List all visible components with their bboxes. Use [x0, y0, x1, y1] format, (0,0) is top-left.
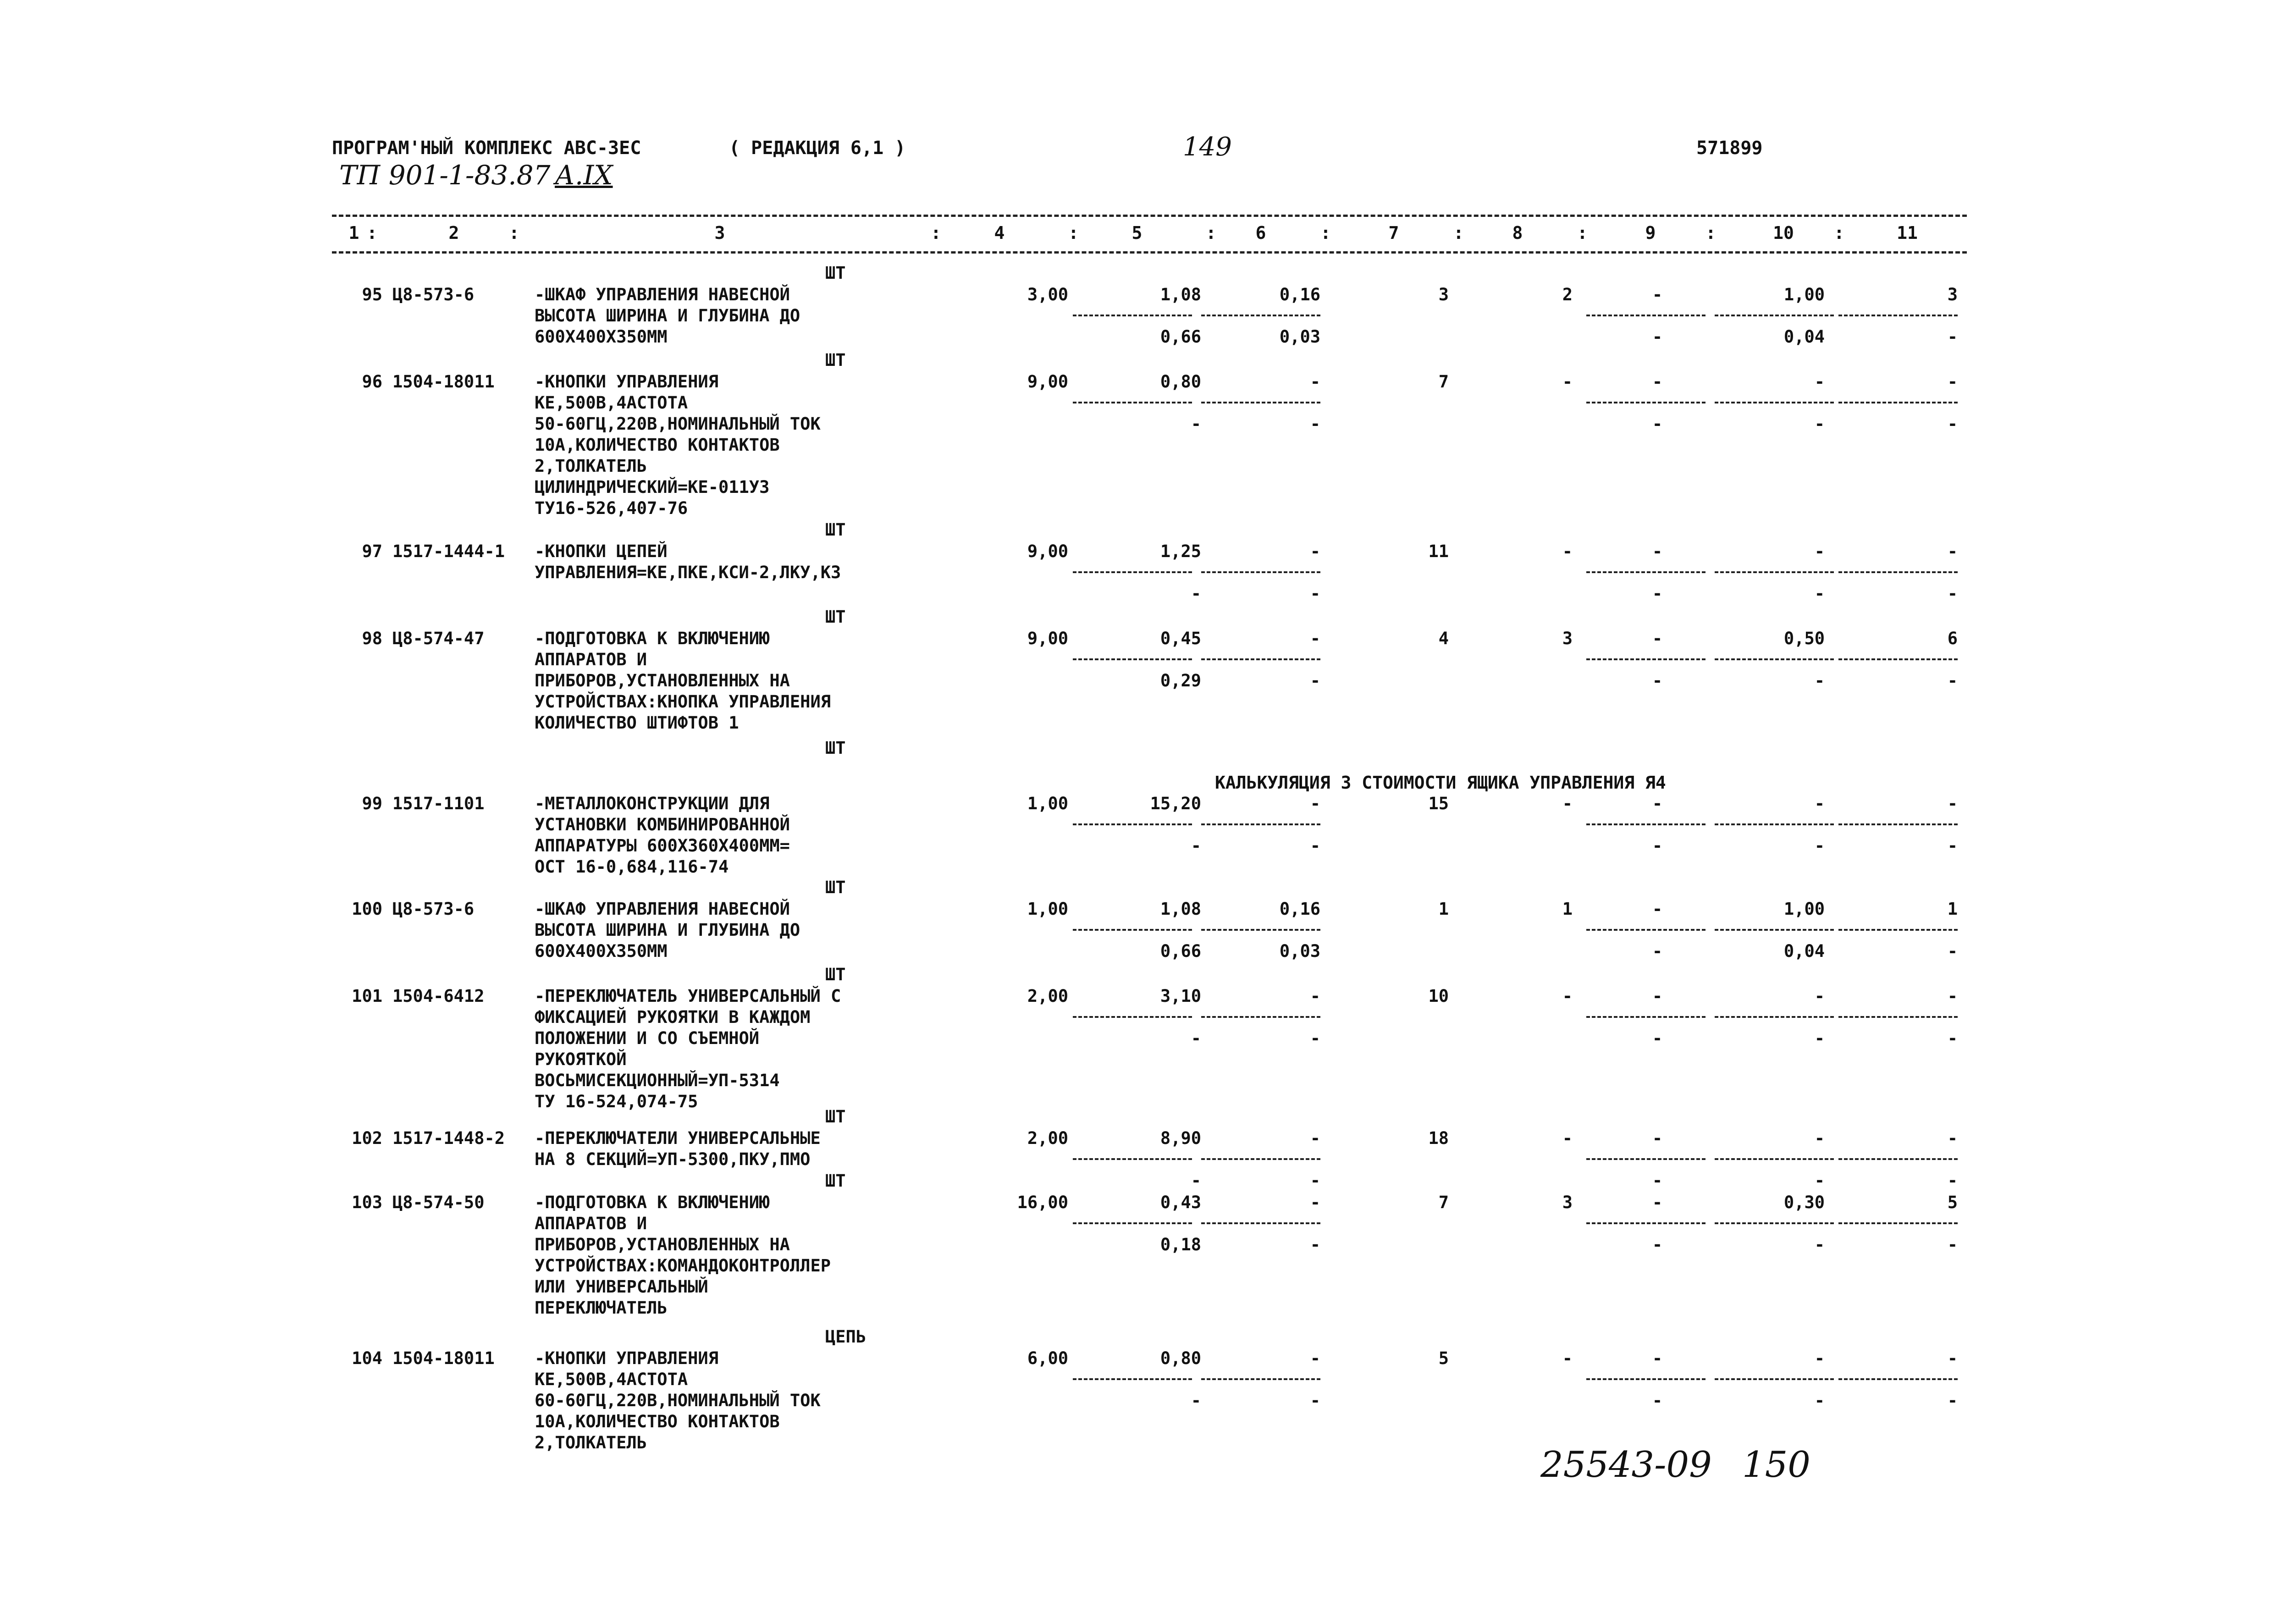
col7-value: 18	[1428, 1128, 1449, 1148]
col5-value: 15,20	[1150, 794, 1201, 813]
column-separator: :	[1706, 223, 1716, 243]
col5-sub-value: -	[1191, 1171, 1201, 1190]
col9-value: -	[1652, 794, 1663, 813]
value-underline	[1715, 929, 1834, 931]
col5-sub-value: -	[1191, 836, 1201, 856]
row-number: 99	[362, 794, 382, 813]
col5-value: 1,08	[1160, 899, 1201, 919]
handwritten-project-ref: ТП 901-1-83.87	[339, 160, 551, 191]
col11-value: -	[1947, 541, 1958, 561]
handwritten-album: А.IX	[555, 160, 613, 191]
col7-value: 7	[1438, 1193, 1449, 1212]
value-underline	[1715, 823, 1834, 825]
col10-sub-value: -	[1814, 414, 1825, 434]
col10-sub-value: -	[1814, 1171, 1825, 1190]
value-underline	[1838, 1378, 1958, 1380]
value-underline	[1838, 823, 1958, 825]
value-underline	[1586, 929, 1706, 931]
col5-sub-value: -	[1191, 1391, 1201, 1410]
col10-sub-value: 0,04	[1783, 941, 1825, 961]
rate-code: Ц8-573-6	[392, 899, 475, 919]
col11-sub-value: -	[1947, 1391, 1958, 1410]
col5-value: 3,10	[1160, 986, 1201, 1006]
rate-code: Ц8-573-6	[392, 285, 475, 304]
col10-value: -	[1814, 541, 1825, 561]
item-description: -МЕТАЛЛОКОНСТРУКЦИИ ДЛЯ УСТАНОВКИ КОМБИНИРОВАННОЙ АППАРАТУРЫ 600Х360Х400ММ= ОСТ 16-0,684,116-74	[535, 794, 790, 877]
col7-value: 5	[1438, 1348, 1449, 1368]
col9-sub-value: -	[1652, 327, 1663, 347]
col6-sub-value: -	[1310, 836, 1320, 856]
column-number-1: 1	[348, 223, 359, 243]
col5-sub-value: -	[1191, 1028, 1201, 1048]
col5-value: 8,90	[1160, 1128, 1201, 1148]
col6-sub-value: 0,03	[1279, 327, 1320, 347]
col5-value: 0,80	[1160, 372, 1201, 392]
col10-value: -	[1814, 1348, 1825, 1368]
col9-sub-value: -	[1652, 941, 1663, 961]
col6-value: 0,16	[1279, 899, 1320, 919]
col9-value: -	[1652, 1193, 1663, 1212]
col11-value: -	[1947, 1348, 1958, 1368]
handwritten-sheet-number: 150	[1742, 1444, 1810, 1486]
row-number: 95	[362, 285, 382, 304]
rate-code: 1517-1448-2	[392, 1128, 505, 1148]
col6-value: -	[1310, 1348, 1320, 1368]
quantity: 9,00	[1027, 629, 1068, 648]
col11-sub-value: -	[1947, 1028, 1958, 1048]
value-underline	[1201, 1158, 1320, 1160]
value-underline	[1201, 823, 1320, 825]
col11-value: -	[1947, 986, 1958, 1006]
column-separator: :	[1453, 223, 1464, 243]
col8-value: -	[1562, 1128, 1573, 1148]
unit-label: ШТ	[825, 738, 846, 758]
item-description: -ПОДГОТОВКА К ВКЛЮЧЕНИЮ АППАРАТОВ И ПРИБОРОВ,УСТАНОВЛЕННЫХ НА УСТРОЙСТВАХ:КОМАНДОКОНТРОЛЛЕР ИЛИ УНИВЕРСАЛЬНЫЙ ПЕРЕКЛЮЧАТЕЛЬ	[535, 1193, 831, 1318]
unit-label: ШТ	[825, 263, 846, 283]
value-underline	[1073, 1158, 1192, 1160]
col10-value: 1,00	[1783, 285, 1825, 304]
value-underline	[1715, 1016, 1834, 1018]
value-underline	[1586, 1016, 1706, 1018]
col9-sub-value: -	[1652, 671, 1663, 690]
item-description: -КНОПКИ УПРАВЛЕНИЯ КЕ,500В,4АСТОТА 60-60ГЦ,220В,НОМИНАЛЬНЫЙ ТОК 10А,КОЛИЧЕСТВО КОНТАКТОВ 2,ТОЛКАТЕЛЬ	[535, 1348, 821, 1453]
rate-code: 1504-18011	[392, 1348, 495, 1368]
value-underline	[1715, 1222, 1834, 1224]
unit-label: ШТ	[825, 965, 846, 984]
col10-value: -	[1814, 372, 1825, 392]
col5-sub-value: 0,66	[1160, 327, 1201, 347]
col7-value: 11	[1428, 541, 1449, 561]
rate-code: Ц8-574-50	[392, 1193, 485, 1212]
col6-value: -	[1310, 629, 1320, 648]
quantity: 2,00	[1027, 986, 1068, 1006]
col6-value: -	[1310, 1193, 1320, 1212]
item-description: -ПЕРЕКЛЮЧАТЕЛИ УНИВЕРСАЛЬНЫЕ НА 8 СЕКЦИЙ=УП-5300,ПКУ,ПМО	[535, 1128, 821, 1169]
col5-sub-value: 0,29	[1160, 671, 1201, 690]
col8-value: -	[1562, 541, 1573, 561]
col9-sub-value: -	[1652, 836, 1663, 856]
col10-sub-value: -	[1814, 1391, 1825, 1410]
column-separator: :	[1320, 223, 1331, 243]
value-underline	[1586, 1378, 1706, 1380]
value-underline	[1586, 823, 1706, 825]
col6-sub-value: -	[1310, 414, 1320, 434]
row-number: 97	[362, 541, 382, 561]
col11-sub-value: -	[1947, 836, 1958, 856]
unit-label: ШТ	[825, 350, 846, 370]
col11-value: 3	[1947, 285, 1958, 304]
col9-sub-value: -	[1652, 1171, 1663, 1190]
col9-value: -	[1652, 986, 1663, 1006]
col6-value: -	[1310, 372, 1320, 392]
value-underline	[1201, 402, 1320, 403]
value-underline	[1586, 1158, 1706, 1160]
column-separator: :	[1577, 223, 1588, 243]
column-number-4: 4	[994, 223, 1005, 243]
value-underline	[1201, 571, 1320, 573]
value-underline	[1073, 315, 1192, 316]
col11-value: 6	[1947, 629, 1958, 648]
value-underline	[1838, 929, 1958, 931]
col8-value: -	[1562, 1348, 1573, 1368]
col10-value: -	[1814, 986, 1825, 1006]
col11-value: -	[1947, 372, 1958, 392]
quantity: 16,00	[1017, 1193, 1068, 1212]
column-separator: :	[509, 223, 519, 243]
col5-sub-value: 0,66	[1160, 941, 1201, 961]
edition-label: ( РЕДАКЦИЯ 6,1 )	[729, 138, 906, 159]
col10-value: -	[1814, 1128, 1825, 1148]
page-number: 149	[1183, 132, 1232, 162]
col6-sub-value: -	[1310, 584, 1320, 603]
column-number-6: 6	[1255, 223, 1266, 243]
column-number-8: 8	[1512, 223, 1523, 243]
col9-value: -	[1652, 1128, 1663, 1148]
row-number: 102	[352, 1128, 382, 1148]
col9-value: -	[1652, 372, 1663, 392]
rate-code: 1517-1444-1	[392, 541, 505, 561]
col9-value: -	[1652, 541, 1663, 561]
col10-value: 0,30	[1783, 1193, 1825, 1212]
column-number-3: 3	[714, 223, 725, 243]
col6-value: -	[1310, 1128, 1320, 1148]
value-underline	[1073, 1378, 1192, 1380]
col6-value: -	[1310, 541, 1320, 561]
column-number-7: 7	[1388, 223, 1399, 243]
value-underline	[1586, 658, 1706, 660]
value-underline	[1586, 315, 1706, 316]
value-underline	[1838, 571, 1958, 573]
document-code: 571899	[1696, 138, 1763, 159]
column-separator: :	[1206, 223, 1216, 243]
value-underline	[1838, 315, 1958, 316]
value-underline	[1715, 1158, 1834, 1160]
unit-label: ЦЕПЬ	[825, 1327, 867, 1347]
col8-value: -	[1562, 372, 1573, 392]
col11-sub-value: -	[1947, 327, 1958, 347]
col11-sub-value: -	[1947, 414, 1958, 434]
column-separator: :	[931, 223, 941, 243]
col10-value: 0,50	[1783, 629, 1825, 648]
column-number-10: 10	[1773, 223, 1794, 243]
value-underline	[1201, 315, 1320, 316]
col11-value: -	[1947, 794, 1958, 813]
item-description: -КНОПКИ УПРАВЛЕНИЯ КЕ,500В,4АСТОТА 50-60ГЦ,220В,НОМИНАЛЬНЫЙ ТОК 10А,КОЛИЧЕСТВО КОНТАКТОВ 2,ТОЛКАТЕЛЬ ЦИЛИНДРИЧЕСКИЙ=КЕ-011У3 ТУ16-526,407-76	[535, 372, 821, 518]
col10-sub-value: -	[1814, 584, 1825, 603]
value-underline	[1715, 315, 1834, 316]
value-underline	[1715, 658, 1834, 660]
quantity: 1,00	[1027, 899, 1068, 919]
col11-sub-value: -	[1947, 1235, 1958, 1254]
value-underline	[1201, 658, 1320, 660]
col10-sub-value: 0,04	[1783, 327, 1825, 347]
value-underline	[1201, 1222, 1320, 1224]
col10-value: -	[1814, 794, 1825, 813]
col9-value: -	[1652, 1348, 1663, 1368]
col11-sub-value: -	[1947, 1171, 1958, 1190]
col9-sub-value: -	[1652, 584, 1663, 603]
col6-sub-value: -	[1310, 671, 1320, 690]
row-number: 100	[352, 899, 382, 919]
item-description: -ПОДГОТОВКА К ВКЛЮЧЕНИЮ АППАРАТОВ И ПРИБОРОВ,УСТАНОВЛЕННЫХ НА УСТРОЙСТВАХ:КНОПКА УПРАВЛЕНИЯ КОЛИЧЕСТВО ШТИФТОВ 1	[535, 629, 831, 733]
col6-value: -	[1310, 986, 1320, 1006]
col11-value: 5	[1947, 1193, 1958, 1212]
col10-sub-value: -	[1814, 1235, 1825, 1254]
col8-value: -	[1562, 794, 1573, 813]
col5-value: 1,25	[1160, 541, 1201, 561]
col5-sub-value: -	[1191, 584, 1201, 603]
value-underline	[1838, 402, 1958, 403]
value-underline	[1838, 1016, 1958, 1018]
value-underline	[1586, 571, 1706, 573]
quantity: 1,00	[1027, 794, 1068, 813]
value-underline	[1586, 1222, 1706, 1224]
unit-label: ШТ	[825, 1107, 846, 1127]
row-number: 103	[352, 1193, 382, 1212]
value-underline	[1073, 929, 1192, 931]
item-description: -ПЕРЕКЛЮЧАТЕЛЬ УНИВЕРСАЛЬНЫЙ С ФИКСАЦИЕЙ РУКОЯТКИ В КАЖДОМ ПОЛОЖЕНИИ И СО СЪЕМНОЙ РУКОЯТКОЙ ВОСЬМИСЕКЦИОННЫЙ=УП-5314 ТУ 16-524,074-75	[535, 986, 841, 1111]
col9-sub-value: -	[1652, 1235, 1663, 1254]
value-underline	[1838, 658, 1958, 660]
col5-value: 1,08	[1160, 285, 1201, 304]
unit-label: ШТ	[825, 607, 846, 627]
col7-value: 15	[1428, 794, 1449, 813]
header-top-rule	[332, 215, 1967, 217]
col6-sub-value: -	[1310, 1235, 1320, 1254]
value-underline	[1715, 571, 1834, 573]
value-underline	[1073, 402, 1192, 403]
value-underline	[1073, 1222, 1192, 1224]
quantity: 9,00	[1027, 372, 1068, 392]
column-number-11: 11	[1897, 223, 1918, 243]
rate-code: 1517-1101	[392, 794, 485, 813]
program-title: ПРОГРАМ'НЫЙ КОМПЛЕКС АВС-3ЕС	[332, 138, 641, 159]
col7-value: 4	[1438, 629, 1449, 648]
value-underline	[1201, 1016, 1320, 1018]
value-underline	[1715, 402, 1834, 403]
quantity: 6,00	[1027, 1348, 1068, 1368]
rate-code: Ц8-574-47	[392, 629, 485, 648]
col5-value: 0,80	[1160, 1348, 1201, 1368]
col11-sub-value: -	[1947, 941, 1958, 961]
col10-sub-value: -	[1814, 836, 1825, 856]
col7-value: 3	[1438, 285, 1449, 304]
value-underline	[1073, 658, 1192, 660]
item-description: -ШКАФ УПРАВЛЕНИЯ НАВЕСНОЙ ВЫСОТА ШИРИНА И ГЛУБИНА ДО 600Х400Х350ММ	[535, 285, 800, 347]
col8-value: 2	[1562, 285, 1573, 304]
col6-sub-value: -	[1310, 1391, 1320, 1410]
col5-value: 0,43	[1160, 1193, 1201, 1212]
col9-sub-value: -	[1652, 1028, 1663, 1048]
column-separator: :	[1068, 223, 1079, 243]
row-number: 104	[352, 1348, 382, 1368]
quantity: 9,00	[1027, 541, 1068, 561]
value-underline	[1073, 571, 1192, 573]
col5-sub-value: -	[1191, 414, 1201, 434]
item-description: -КНОПКИ ЦЕПЕЙ УПРАВЛЕНИЯ=КЕ,ПКЕ,КСИ-2,ЛКУ,К3	[535, 541, 841, 582]
col11-sub-value: -	[1947, 584, 1958, 603]
col6-value: -	[1310, 794, 1320, 813]
quantity: 2,00	[1027, 1128, 1068, 1148]
col9-value: -	[1652, 285, 1663, 304]
col6-value: 0,16	[1279, 285, 1320, 304]
value-underline	[1715, 1378, 1834, 1380]
item-description: -ШКАФ УПРАВЛЕНИЯ НАВЕСНОЙ ВЫСОТА ШИРИНА И ГЛУБИНА ДО 600Х400Х350ММ	[535, 899, 800, 961]
col6-sub-value: -	[1310, 1028, 1320, 1048]
column-separator: :	[367, 223, 377, 243]
col8-value: 3	[1562, 629, 1573, 648]
column-number-5: 5	[1131, 223, 1143, 243]
col11-value: -	[1947, 1128, 1958, 1148]
col9-sub-value: -	[1652, 1391, 1663, 1410]
col7-value: 7	[1438, 372, 1449, 392]
col5-sub-value: 0,18	[1160, 1235, 1201, 1254]
row-number: 96	[362, 372, 382, 392]
quantity: 3,00	[1027, 285, 1068, 304]
col7-value: 1	[1438, 899, 1449, 919]
value-underline	[1201, 1378, 1320, 1380]
section-note: КАЛЬКУЛЯЦИЯ 3 СТОИМОСТИ ЯЩИКА УПРАВЛЕНИЯ Я4	[1215, 773, 1666, 793]
column-number-9: 9	[1645, 223, 1656, 243]
col10-sub-value: -	[1814, 671, 1825, 690]
unit-label: ШТ	[825, 878, 846, 897]
value-underline	[1838, 1222, 1958, 1224]
handwritten-doc-ref: 25543-09	[1540, 1444, 1712, 1486]
header-bottom-rule	[332, 251, 1967, 254]
value-underline	[1073, 1016, 1192, 1018]
unit-label: ШТ	[825, 1171, 846, 1191]
row-number: 98	[362, 629, 382, 648]
col8-value: -	[1562, 986, 1573, 1006]
col6-sub-value: 0,03	[1279, 941, 1320, 961]
col9-value: -	[1652, 899, 1663, 919]
col8-value: 3	[1562, 1193, 1573, 1212]
col6-sub-value: -	[1310, 1171, 1320, 1190]
rate-code: 1504-18011	[392, 372, 495, 392]
col11-value: 1	[1947, 899, 1958, 919]
unit-label: ШТ	[825, 520, 846, 540]
col7-value: 10	[1428, 986, 1449, 1006]
col5-value: 0,45	[1160, 629, 1201, 648]
value-underline	[1586, 402, 1706, 403]
value-underline	[1201, 929, 1320, 931]
col11-sub-value: -	[1947, 671, 1958, 690]
col10-value: 1,00	[1783, 899, 1825, 919]
col10-sub-value: -	[1814, 1028, 1825, 1048]
col9-value: -	[1652, 629, 1663, 648]
col9-sub-value: -	[1652, 414, 1663, 434]
column-number-2: 2	[448, 223, 459, 243]
rate-code: 1504-6412	[392, 986, 485, 1006]
col8-value: 1	[1562, 899, 1573, 919]
column-separator: :	[1834, 223, 1844, 243]
value-underline	[1073, 823, 1192, 825]
row-number: 101	[352, 986, 382, 1006]
value-underline	[1838, 1158, 1958, 1160]
